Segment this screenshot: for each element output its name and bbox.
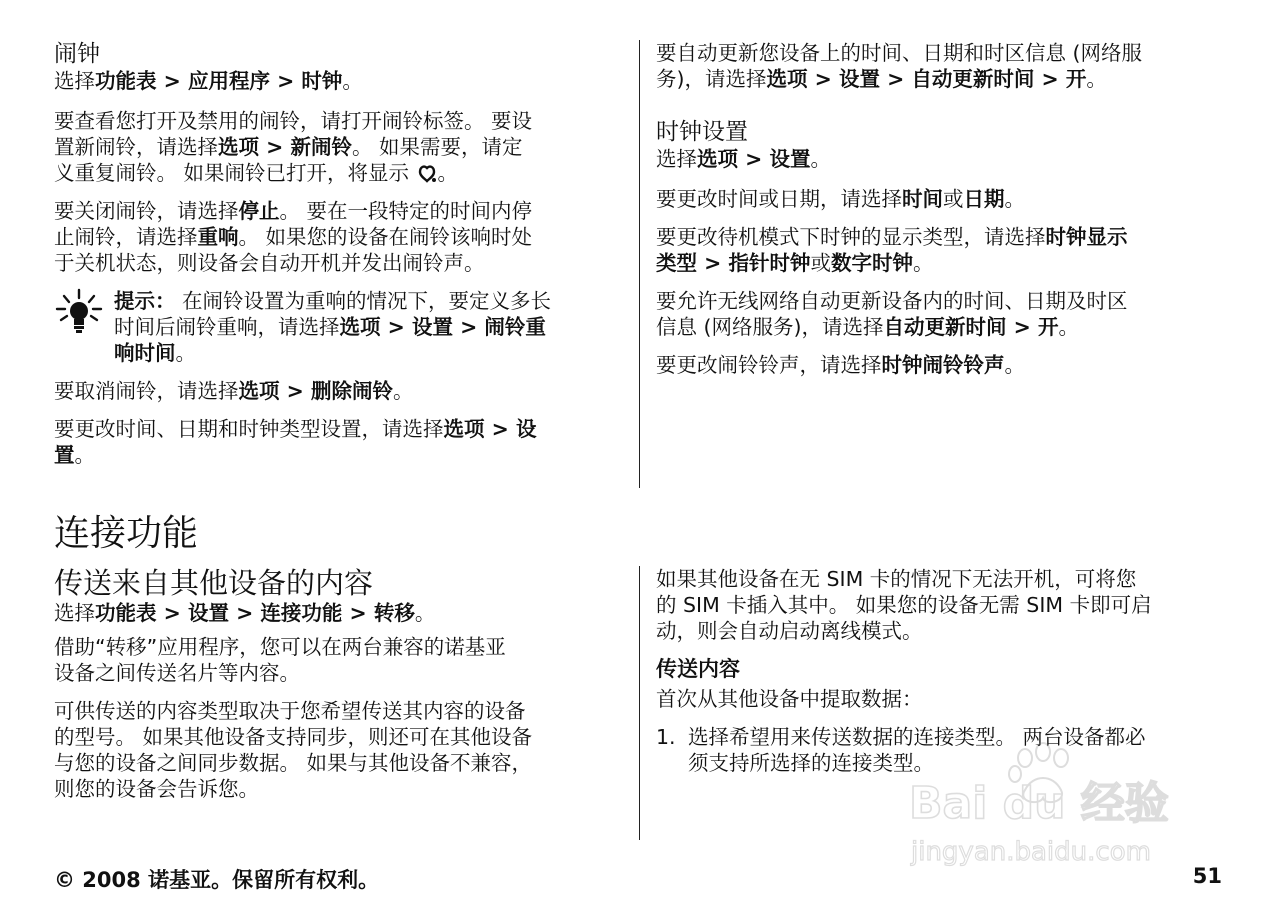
copyright: © 2008 诺基亚。保留所有权利。 (54, 868, 380, 892)
text-line: 。 (392, 379, 414, 403)
menu-ref: 时钟显示 (1045, 225, 1128, 249)
text-line: 或 (943, 187, 964, 211)
menu-ref: 重响 (197, 225, 239, 249)
text-line: 。 (912, 251, 934, 275)
alarm-heading: 闹钟 (54, 41, 100, 67)
alarm-para-1 (54, 108, 624, 186)
text-line: 置新闹铃，请选择 (54, 135, 218, 159)
text-line: 与您的设备之间同步数据。 如果与其他设备不兼容， (54, 751, 533, 775)
watermark-brand: Bai du 经验 (909, 778, 1169, 829)
path-text: 。 (810, 147, 831, 171)
text-line: 于关机状态，则设备会自动开机并发出闹铃声。 (54, 251, 485, 275)
auto-update-para (656, 40, 1231, 92)
path-separator: > (1006, 315, 1038, 339)
column-divider-top (639, 40, 640, 488)
alarm-clock-icon (416, 163, 438, 183)
menu-ref: 类型 (656, 251, 697, 275)
text-line: 选择希望用来传送数据的连接类型。 两台设备都必 (688, 725, 1146, 749)
path-item: 转移 (373, 601, 415, 625)
transfer-para-2 (54, 698, 629, 802)
tip-box (54, 288, 624, 366)
path-separator: > (484, 417, 516, 441)
clock-settings-path (656, 146, 1231, 172)
path-separator: > (452, 315, 485, 339)
text-line: 。 (1004, 353, 1025, 377)
text-line: 义重复闹铃。 如果闹铃已打开，将显示 (54, 161, 416, 185)
text-line: 要允许无线网络自动更新设备内的时间、日期及时区 (656, 289, 1128, 313)
tip-text (114, 288, 551, 366)
clock-settings-heading: 时钟设置 (656, 119, 748, 145)
text-line: 要取消闹铃，请选择 (54, 379, 239, 403)
text-line: 或 (810, 251, 831, 275)
text-line: 要自动更新您设备上的时间、日期和时区信息 (网络服 (656, 41, 1143, 65)
text-line: 要更改闹铃铃声，请选择 (656, 353, 882, 377)
path-separator: > (697, 251, 729, 275)
menu-ref: 停止 (238, 199, 280, 223)
path-separator: > (279, 379, 311, 403)
path-separator: > (228, 601, 261, 625)
text-line: 的型号。 如果其他设备支持同步，则还可在其他设备 (54, 725, 533, 749)
text-line: 动，则会自动启动离线模式。 (656, 619, 923, 643)
menu-ref: 选项 (238, 379, 280, 403)
text-line: 在闹铃设置为重响的情况下，要定义多长 (175, 289, 552, 313)
section-title: 连接功能 (54, 513, 199, 554)
alarm-para-2 (54, 198, 624, 276)
text-line: 则您的设备会告诉您。 (54, 777, 259, 801)
path-item: 功能表 (95, 601, 157, 625)
menu-ref: 开 (1065, 67, 1087, 91)
path-text: 。 (414, 601, 436, 625)
text-line: 。 如果需要，请定 (351, 135, 523, 159)
path-separator: > (380, 315, 412, 339)
path-separator: > (156, 601, 188, 625)
tip-label: 提示： (114, 289, 176, 313)
text-line: 。 (175, 341, 196, 365)
list-number: 1. (656, 725, 676, 749)
text-line: 要更改待机模式下时钟的显示类型，请选择 (656, 225, 1046, 249)
text-line: 的 SIM 卡插入其中。 如果您的设备无需 SIM 卡即可启 (656, 593, 1152, 617)
menu-ref: 选项 (443, 417, 485, 441)
menu-ref: 删除闹铃 (310, 379, 393, 403)
path-item: 设置 (769, 147, 811, 171)
path-text: 选择 (54, 601, 95, 625)
path-separator: > (342, 601, 374, 625)
transfer-content-heading: 传送内容 (656, 657, 740, 681)
path-separator: > (738, 147, 770, 171)
transfer-intro: 首次从其他设备中提取数据： (656, 687, 923, 711)
alarm-path (54, 68, 624, 94)
text-line: 。 (1058, 315, 1079, 339)
text-line: 要更改时间或日期，请选择 (656, 187, 902, 211)
top-right-column (656, 40, 1231, 390)
path-separator: > (269, 69, 302, 93)
menu-ref: 选项 (766, 67, 808, 91)
text-line: 信息 (网络服务)，请选择 (656, 315, 884, 339)
menu-ref: 响时间 (114, 341, 176, 365)
text-line: 。 (1004, 187, 1025, 211)
text-line: 止闹铃，请选择 (54, 225, 198, 249)
path-text: 选择 (54, 69, 95, 93)
menu-ref: 开 (1037, 315, 1059, 339)
text-line: 。 (1086, 67, 1107, 91)
path-separator: > (156, 69, 188, 93)
lightbulb-icon (54, 288, 104, 340)
menu-ref: 置 (54, 443, 75, 467)
menu-ref: 选项 (218, 135, 259, 159)
column-divider-bottom (639, 566, 640, 840)
menu-ref: 自动更新时间 (911, 67, 1035, 91)
text-line: 须支持所选择的连接类型。 (688, 751, 934, 775)
text-line: 借助“转移”应用程序，您可以在两台兼容的诺基亚 (54, 635, 506, 659)
alarm-tone-para (656, 352, 1231, 378)
alarm-para-4 (54, 416, 624, 468)
text-line: 时间后闹铃重响，请选择 (114, 315, 340, 339)
menu-ref: 选项 (339, 315, 381, 339)
menu-ref: 指针时钟 (728, 251, 811, 275)
baidu-watermark (905, 740, 1205, 870)
text-line: 。 要在一段特定的时间内停 (279, 199, 533, 223)
text-line: 务)，请选择 (656, 67, 767, 91)
path-item: 应用程序 (187, 69, 270, 93)
menu-ref: 自动更新时间 (883, 315, 1007, 339)
path-separator: > (807, 67, 839, 91)
path-item: 功能表 (95, 69, 157, 93)
path-text: 选择 (656, 147, 697, 171)
menu-ref: 数字时钟 (830, 251, 913, 275)
path-separator: > (879, 67, 912, 91)
text-line: 如果其他设备在无 SIM 卡的情况下无法开机，可将您 (656, 567, 1137, 591)
text-line: 要更改时间、日期和时钟类型设置，请选择 (54, 417, 444, 441)
clock-type-para (656, 224, 1231, 276)
menu-ref: 新闹铃 (290, 135, 352, 159)
path-item: 连接功能 (260, 601, 343, 625)
menu-ref: 日期 (963, 187, 1005, 211)
menu-ref: 设置 (411, 315, 453, 339)
top-left-column (54, 40, 624, 480)
transfer-para-1 (54, 634, 629, 686)
text-line: 要查看您打开及禁用的闹铃，请打开闹铃标签。 要设 (54, 109, 533, 133)
path-separator: > (259, 135, 291, 159)
sim-para (656, 566, 1231, 644)
bottom-left-column (54, 566, 629, 814)
change-time-para (656, 186, 1231, 212)
menu-ref: 闹铃重 (484, 315, 546, 339)
path-text: 。 (342, 69, 363, 93)
path-item: 选项 (697, 147, 738, 171)
text-line: 可供传送的内容类型取决于您希望传送其内容的设备 (54, 699, 526, 723)
text-line: 。 (437, 161, 459, 185)
menu-ref: 设置 (838, 67, 880, 91)
menu-ref: 时钟闹铃铃声 (881, 353, 1005, 377)
menu-ref: 时间 (902, 187, 943, 211)
transfer-heading: 传送来自其他设备的内容 (54, 566, 374, 600)
text-line: 设备之间传送名片等内容。 (54, 661, 300, 685)
path-separator: > (1034, 67, 1066, 91)
transfer-path (54, 600, 629, 626)
text-line: 。 如果您的设备在闹铃该响时处 (238, 225, 533, 249)
path-item: 时钟 (301, 69, 343, 93)
text-line: 。 (74, 443, 95, 467)
page-number: 51 (1192, 864, 1222, 888)
watermark-url: jingyan.baidu.com (911, 837, 1151, 867)
alarm-para-3 (54, 378, 624, 404)
network-update-para (656, 288, 1231, 340)
text-line: 要关闭闹铃，请选择 (54, 199, 239, 223)
path-item: 设置 (187, 601, 229, 625)
menu-ref: 设 (515, 417, 537, 441)
